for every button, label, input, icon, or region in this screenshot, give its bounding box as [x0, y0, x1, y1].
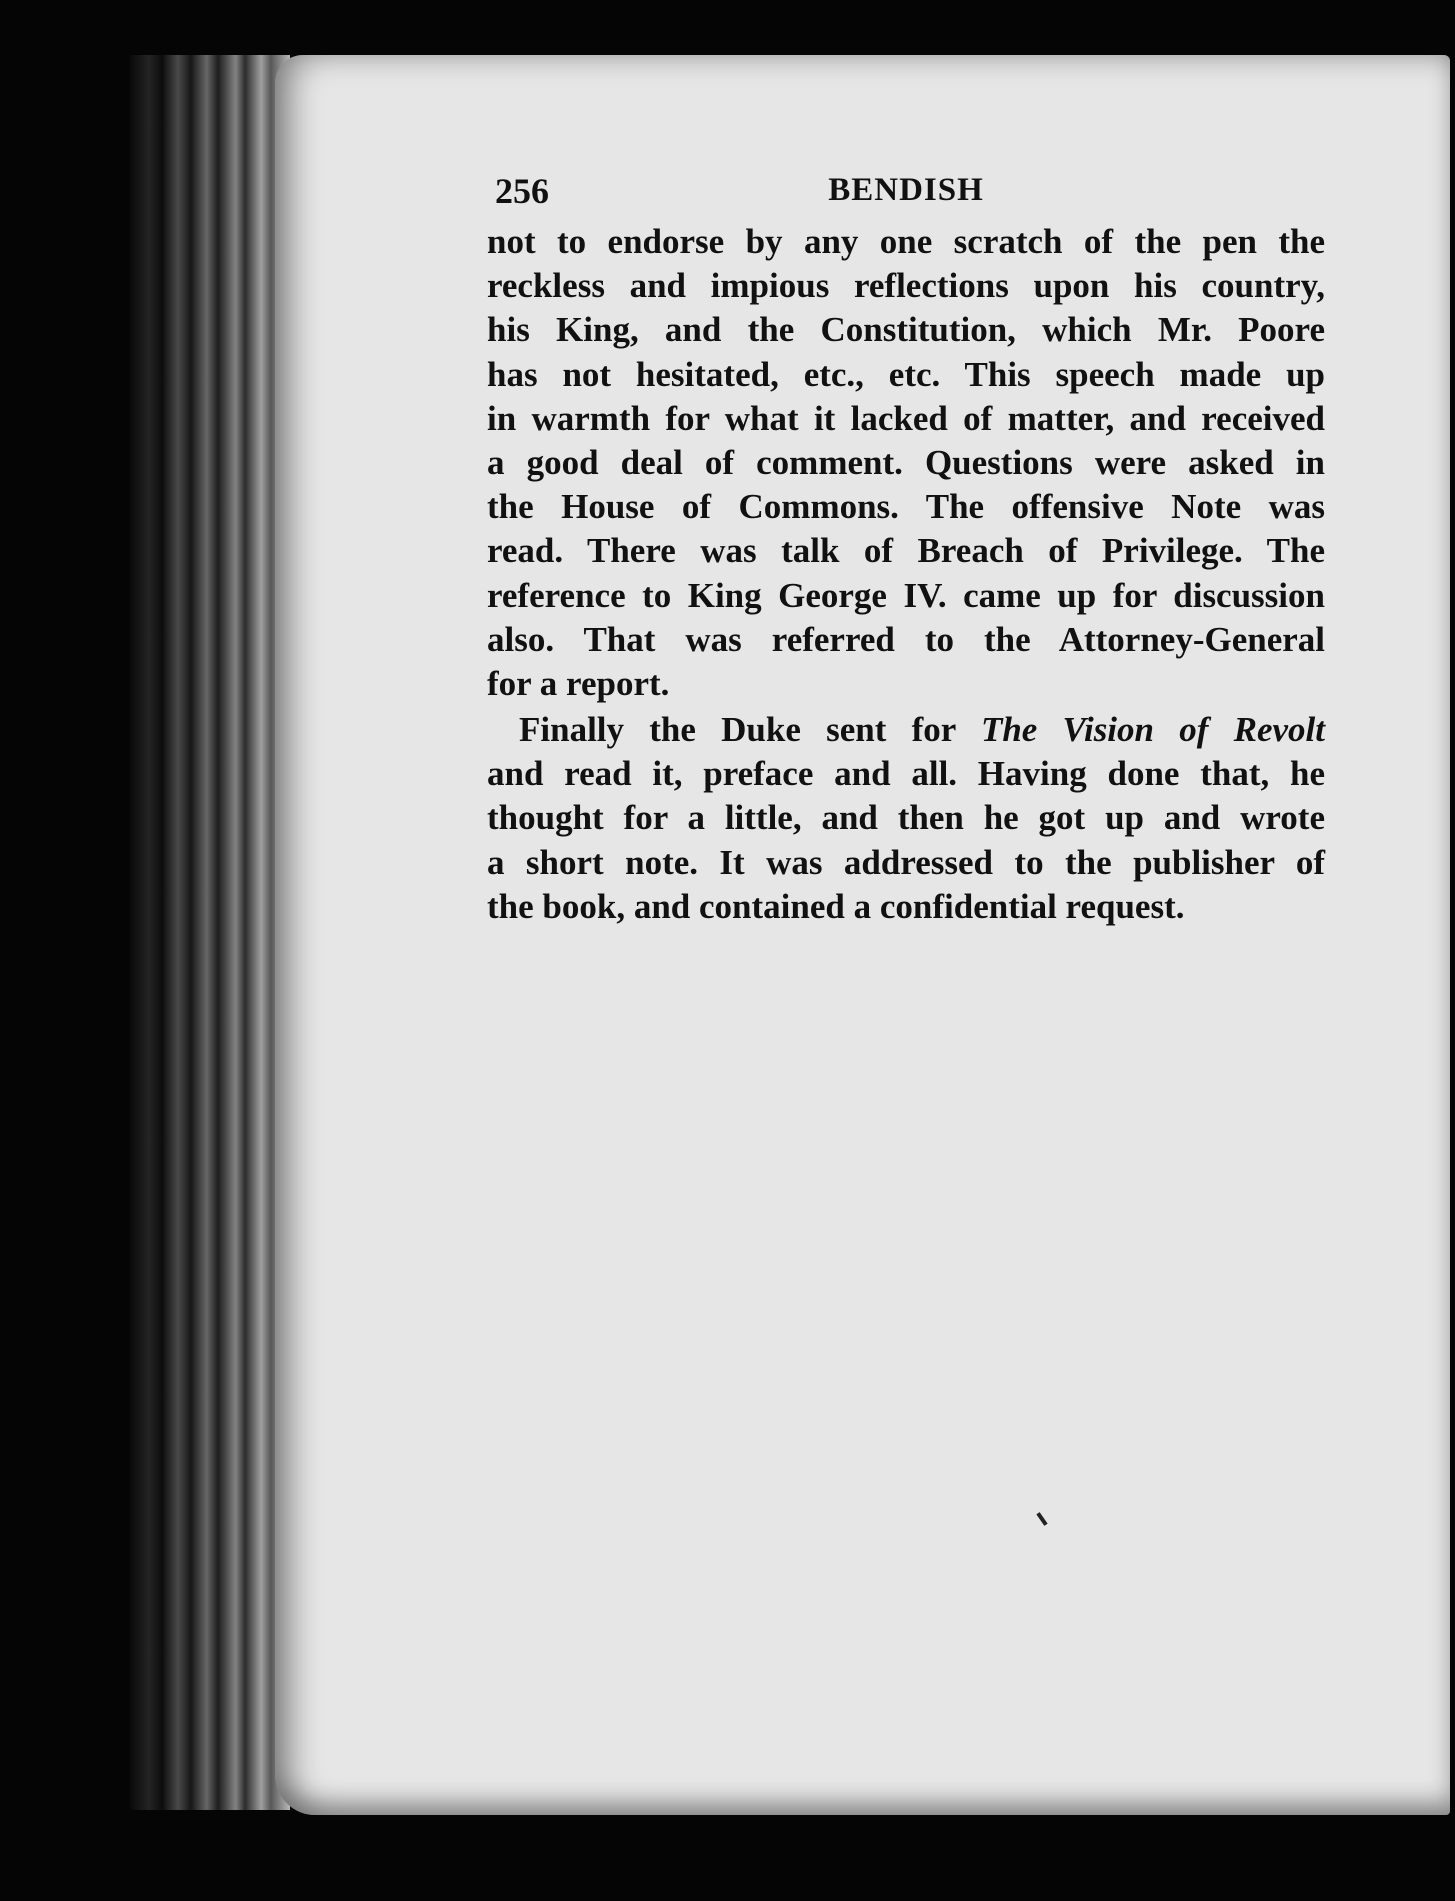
text-line: read. There was talk of Breach of Privilege. The	[487, 531, 1325, 571]
running-title: BENDISH	[828, 172, 984, 208]
book-title-italic: The Vision of Revolt	[980, 710, 1325, 750]
text-fragment: Finally the Duke sent for	[519, 710, 981, 750]
text-line: also. That was referred to the Attorney-General	[487, 619, 1325, 659]
paragraph-1	[487, 220, 1325, 706]
text-line: the book, and contained a confidential request.	[487, 886, 1185, 926]
page-text-block	[487, 170, 1325, 929]
text-line: a short note. It was addressed to the publisher of	[487, 842, 1325, 882]
text-line: has not hesitated, etc., etc. This speech made up	[487, 354, 1325, 394]
text-line: in warmth for what it lacked of matter, and received	[487, 398, 1325, 438]
text-line: thought for a little, and then he got up and wrote	[487, 798, 1325, 838]
text-line: a good deal of comment. Questions were asked in	[487, 442, 1325, 482]
text-line: for a report.	[487, 663, 670, 703]
text-line: reference to King George IV. came up for discussion	[487, 575, 1325, 615]
paragraph-2	[487, 708, 1325, 929]
text-line: the House of Commons. The offensive Note was	[487, 487, 1325, 527]
page-number: 256	[495, 171, 549, 211]
text-line: reckless and impious reflections upon his country,	[487, 266, 1325, 306]
text-line: and read it, preface and all. Having done that, he	[487, 754, 1325, 794]
text-line: his King, and the Constitution, which Mr. Poore	[487, 310, 1325, 350]
running-head	[487, 170, 1325, 218]
text-line: not to endorse by any one scratch of the pen the	[487, 222, 1325, 261]
text-line-with-title	[487, 708, 1325, 752]
book-page-edges	[130, 55, 290, 1810]
